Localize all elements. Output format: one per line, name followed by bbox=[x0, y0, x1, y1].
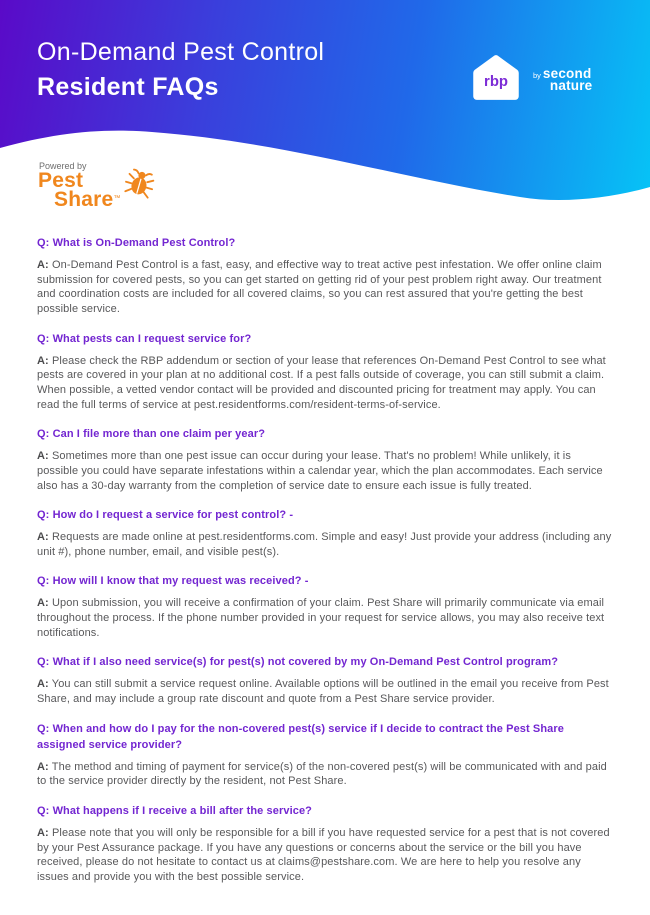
faq-item bbox=[37, 236, 613, 317]
faq-item bbox=[37, 508, 613, 559]
faq-question: Q: What is On-Demand Pest Control? bbox=[37, 237, 236, 249]
pest-share-line2: Share™ bbox=[54, 188, 121, 211]
faq-question: Q: How will I know that my request was received? - bbox=[37, 575, 309, 588]
answer-text: Please check the RBP addendum or section of your lease that references On-Demand Pest Control to see what pests are covered in your plan at no additional cost. If a pest falls outside of coverage, you can still submit a claim. When possible, a vetted vendor contact will be provided and discounted pricing for treatment may apply. You can read the full terms of service at pest.residentforms.com/resident-terms-of-service. bbox=[37, 354, 606, 411]
faq-question: Q: What happens if I receive a bill after the service? bbox=[37, 804, 312, 817]
faq-item bbox=[37, 804, 613, 885]
faq-item bbox=[37, 655, 613, 706]
answer-prefix: A: bbox=[37, 531, 49, 544]
by-label: by bbox=[533, 70, 541, 80]
answer-prefix: A: bbox=[37, 354, 49, 367]
faq-answer bbox=[37, 258, 613, 317]
faq-list bbox=[0, 216, 650, 915]
second-nature-line1: second bbox=[542, 65, 592, 81]
pest-share-line1: Pest bbox=[38, 169, 84, 192]
faq-answer bbox=[37, 677, 613, 706]
header-titles bbox=[37, 36, 324, 103]
faq-item bbox=[37, 332, 613, 413]
faq-item bbox=[37, 722, 613, 789]
rbp-second-nature-logo bbox=[468, 50, 592, 106]
page-title: On-Demand Pest Control bbox=[37, 38, 325, 66]
faq-answer bbox=[37, 530, 613, 559]
answer-text: On-Demand Pest Control is a fast, easy, and effective way to treat active pest infestation. We offer online claim submission for covered pests, so you can get started on getting rid of your pest problem right away. Our treatment and coordination costs are included for all covered claims, so you can rest assured that you're getting the best possible service. bbox=[37, 258, 602, 315]
second-nature-line2: nature bbox=[549, 78, 593, 93]
answer-prefix: A: bbox=[37, 597, 49, 610]
faq-item bbox=[37, 574, 613, 640]
answer-text: Upon submission, you will receive a confirmation of your claim. Pest Share will primarily communicate via email throughout the process. If the phone number provided in your request for service allows, you may also receive text notifications. bbox=[37, 597, 605, 639]
answer-prefix: A: bbox=[37, 826, 49, 839]
faq-answer bbox=[37, 826, 613, 885]
header-banner bbox=[0, 0, 650, 216]
faq-question: Q: When and how do I pay for the non-covered pest(s) service if I decide to contract the Pest Share assigned service provider? bbox=[37, 722, 564, 751]
faq-question: Q: How do I request a service for pest control? - bbox=[37, 509, 294, 522]
answer-prefix: A: bbox=[37, 258, 49, 271]
faq-item bbox=[37, 427, 613, 493]
faq-question: Q: Can I file more than one claim per year? bbox=[37, 428, 266, 441]
answer-text: Requests are made online at pest.residentforms.com. Simple and easy! Just provide your address (including any unit #), phone number, email, and visible pest(s). bbox=[37, 531, 612, 558]
faq-answer bbox=[37, 760, 613, 789]
faq-question: Q: What pests can I request service for? bbox=[37, 332, 252, 345]
trademark-symbol: ™ bbox=[113, 195, 121, 202]
answer-prefix: A: bbox=[37, 450, 49, 463]
rbp-logo-text: rbp bbox=[484, 73, 508, 90]
faq-question: Q: What if I also need service(s) for pest(s) not covered by my On-Demand Pest Control program? bbox=[37, 656, 559, 669]
beetle-icon bbox=[124, 168, 155, 200]
answer-text: You can still submit a service request online. Available options will be outlined in the email you receive from Pest Share, and may include a group rate discount and quote from a Pest Share service provider. bbox=[37, 678, 609, 706]
second-nature-text bbox=[542, 65, 593, 93]
pest-share-logo bbox=[38, 161, 155, 209]
answer-text: Please note that you will only be responsible for a bill if you have requested service for a pest that is not covered by your Pest Assurance package. If you have any questions or concerns about the service or the bill you have received, please do not hesitate to contact us at claims@pestshare.com. We are here to help you resolve any issues and provide you with the best possible service. bbox=[37, 826, 610, 883]
answer-prefix: A: bbox=[37, 760, 49, 773]
rbp-house-icon bbox=[468, 50, 524, 106]
faq-answer bbox=[37, 596, 613, 640]
faq-answer bbox=[37, 354, 613, 413]
answer-text: Sometimes more than one pest issue can occur during your lease. That's no problem! While unlikely, it is possible you could have separate infestations within a calendar year, which the plan accommodates. Each service also has a 30-day warranty from the completion of service date to ensure each issue is fully treated. bbox=[37, 450, 603, 492]
second-nature-wordmark bbox=[533, 65, 593, 93]
answer-text: The method and timing of payment for service(s) of the non-covered pest(s) will be communicated with and paid to the service provider directly by the resident, not Pest Share. bbox=[37, 760, 607, 788]
powered-by-label: Powered by bbox=[39, 161, 87, 171]
page-subtitle: Resident FAQs bbox=[37, 72, 219, 101]
faq-answer bbox=[37, 449, 613, 493]
answer-prefix: A: bbox=[37, 678, 49, 691]
